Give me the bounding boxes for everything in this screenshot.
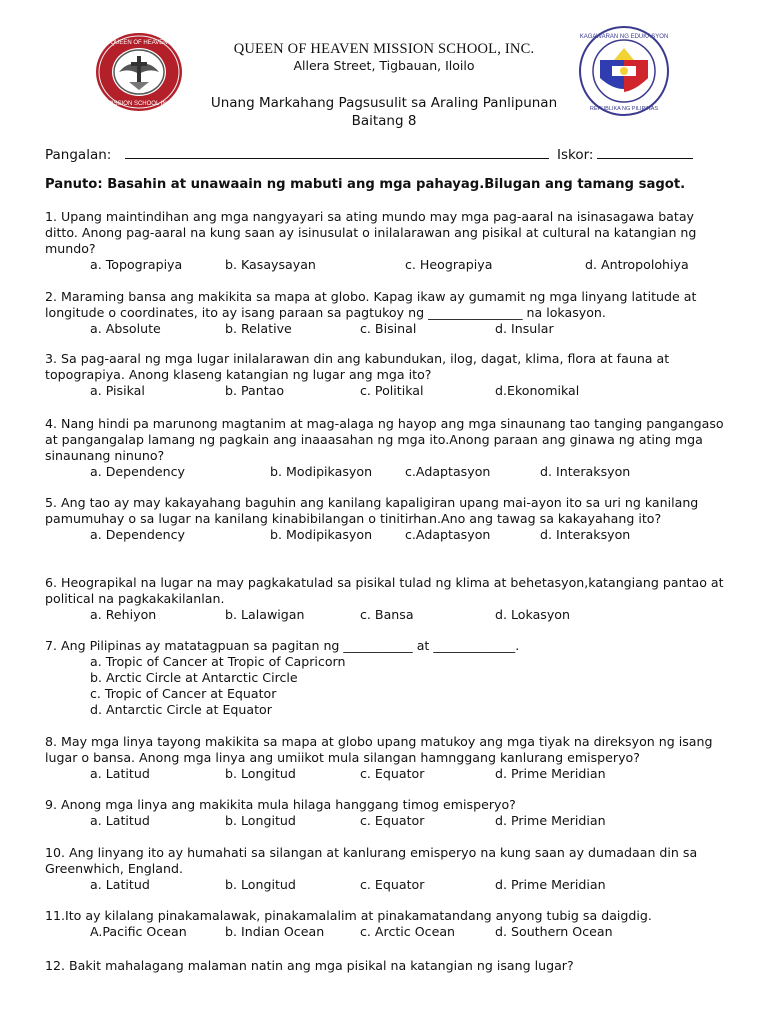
answer-choice[interactable]: b. Modipikasyon: [270, 527, 373, 542]
instructions: Panuto: Basahin at unawaain ng mabuti ang mga pahayag.Bilugan ang tamang sagot.: [45, 177, 686, 192]
answer-choice[interactable]: d. Lokasyon: [495, 607, 570, 622]
answer-choices-row: [45, 527, 725, 543]
answer-choice[interactable]: a. Dependency: [90, 464, 185, 479]
answer-choice[interactable]: a. Latitud: [90, 813, 150, 828]
name-blank-field[interactable]: [125, 146, 549, 159]
answer-choice[interactable]: d. Prime Meridian: [495, 766, 606, 781]
question-10: [45, 845, 725, 893]
answer-choice[interactable]: a. Dependency: [90, 527, 185, 542]
answer-choice[interactable]: c. Tropic of Cancer at Equator: [90, 686, 277, 701]
question-7: [45, 638, 725, 718]
answer-choices-row: [45, 257, 725, 273]
name-label: Pangalan:: [45, 147, 112, 163]
answer-choice[interactable]: b. Modipikasyon: [270, 464, 373, 479]
school-address: Allera Street, Tigbauan, Iloilo: [293, 58, 475, 73]
answer-choice[interactable]: b. Longitud: [225, 877, 296, 892]
answer-choices-row: [45, 877, 725, 893]
question-text: 4. Nang hindi pa marunong magtanim at mag-alaga ng hayop ang mga sinaunang tao tanging pangangaso at pangangalap lamang ng pagkain ang inaaasahan ng mga ito.Anong paraan ang ginawa ng ating mga sinaunang ninuno?: [45, 416, 724, 463]
answer-choices-row: [45, 383, 725, 399]
question-5: [45, 495, 725, 543]
exam-title: Unang Markahang Pagsusulit sa Araling Panlipunan: [210, 95, 558, 111]
answer-choice[interactable]: c. Bansa: [360, 607, 414, 622]
answer-choice[interactable]: c.Adaptasyon: [405, 464, 491, 479]
answer-choices-row: [45, 464, 725, 480]
answer-choice[interactable]: a. Topograpiya: [90, 257, 183, 272]
answer-choice[interactable]: c. Heograpiya: [405, 257, 493, 272]
question-12: [45, 958, 725, 974]
answer-choice[interactable]: a. Rehiyon: [90, 607, 157, 622]
answer-choice[interactable]: b. Kasaysayan: [225, 257, 316, 272]
answer-choice[interactable]: b. Indian Ocean: [225, 924, 325, 939]
question-4: [45, 416, 725, 480]
answer-choices-row: [45, 766, 725, 782]
question-text: 3. Sa pag-aaral ng mga lugar inilalarawan din ang kabundukan, ilog, dagat, klima, flora at fauna at topograpiya. Anong klaseng katangian ng lugar ang mga ito?: [45, 351, 670, 382]
answer-choice[interactable]: c. Bisinal: [360, 321, 417, 336]
answer-choice[interactable]: a. Tropic of Cancer at Tropic of Capricorn: [90, 654, 346, 669]
question-9: [45, 797, 725, 829]
question-text: 6. Heograpikal na lugar na may pagkakatulad sa pisikal tulad ng klima at behetasyon,katangiang pantao at political na pagkakakilanlan.: [45, 575, 724, 606]
answer-choice[interactable]: b. Lalawigan: [225, 607, 305, 622]
answer-choice[interactable]: d. Antarctic Circle at Equator: [90, 702, 272, 717]
question-3: [45, 351, 725, 399]
question-text: 1. Upang maintindihan ang mga nangyayari sa ating mundo may mga pag-aaral na isinasagawa batay ditto. Anong pag-aaral na kung saan ay isinusulat o inilalarawan ang pisikal at cultural na katangian ng mundo?: [45, 209, 697, 256]
answer-choices-row: [45, 813, 725, 829]
answer-choice[interactable]: b. Relative: [225, 321, 292, 336]
question-text: 12. Bakit mahalagang malaman natin ang mga pisikal na katangian ng isang lugar?: [45, 958, 574, 973]
question-2: [45, 289, 725, 337]
answer-choice[interactable]: d. Prime Meridian: [495, 877, 606, 892]
answer-choice[interactable]: a. Pisikal: [90, 383, 145, 398]
student-info-line: [45, 146, 693, 163]
answer-choice[interactable]: d. Southern Ocean: [495, 924, 613, 939]
answer-choice[interactable]: d. Interaksyon: [540, 527, 631, 542]
answer-choice[interactable]: b. Arctic Circle at Antarctic Circle: [90, 670, 298, 685]
answer-choice[interactable]: c. Equator: [360, 877, 425, 892]
question-text: 8. May mga linya tayong makikita sa mapa at globo upang matukoy ang mga tiyak na direksyon ng isang lugar o bansa. Anong mga linya ang umiikot mula silangan hamnggang kanlurang emisperyo?: [45, 734, 713, 765]
answer-choice[interactable]: d. Interaksyon: [540, 464, 631, 479]
score-blank-field[interactable]: [597, 146, 693, 159]
answer-choice[interactable]: a. Latitud: [90, 766, 150, 781]
answer-choice[interactable]: d. Prime Meridian: [495, 813, 606, 828]
answer-choice[interactable]: a. Absolute: [90, 321, 161, 336]
question-text: 2. Maraming bansa ang makikita sa mapa at globo. Kapag ikaw ay gumamit ng mga linyang latitude at longitude o coordinates, ito ay isang paraan sa pagtukoy ng _______________ na lokasyon.: [45, 289, 697, 320]
answer-choice[interactable]: c. Politikal: [360, 383, 424, 398]
answer-choice[interactable]: c. Arctic Ocean: [360, 924, 456, 939]
question-text: 7. Ang Pilipinas ay matatagpuan sa pagitan ng ___________ at _____________.: [45, 638, 520, 653]
svg-text:KAGAWARAN NG EDUKASYON: KAGAWARAN NG EDUKASYON: [579, 34, 669, 40]
answer-choice[interactable]: A.Pacific Ocean: [90, 924, 187, 939]
answer-choice[interactable]: c.Adaptasyon: [405, 527, 491, 542]
question-11: [45, 908, 725, 940]
answer-choice[interactable]: b. Longitud: [225, 813, 296, 828]
answer-choice[interactable]: b. Longitud: [225, 766, 296, 781]
answer-choices-row: [45, 321, 725, 337]
answer-choice[interactable]: d. Insular: [495, 321, 554, 336]
answer-choice[interactable]: d.Ekonomikal: [495, 383, 580, 398]
answer-choice[interactable]: a. Latitud: [90, 877, 150, 892]
svg-text:QUEEN OF HEAVEN: QUEEN OF HEAVEN: [110, 40, 168, 46]
question-text: 10. Ang linyang ito ay humahati sa silangan at kanlurang emisperyo na kung saan ay dumadaan din sa Greenwhich, England.: [45, 845, 698, 876]
grade-level: Baitang 8: [351, 113, 417, 129]
question-6: [45, 575, 725, 623]
question-8: [45, 734, 725, 782]
answer-choices-row: [45, 607, 725, 623]
answer-choices-row: [45, 924, 725, 940]
question-text: 5. Ang tao ay may kakayahang baguhin ang kanilang kapaligiran upang mai-ayon ito sa uri ng kanilang pamumuhay o sa lugar na kanilang kinabibilangan o tinitirhan.Ano ang tawag sa kakayahang ito?: [45, 495, 699, 526]
school-name: QUEEN OF HEAVEN MISSION SCHOOL, INC.: [233, 41, 535, 57]
answer-choice[interactable]: d. Antropolohiya: [585, 257, 689, 272]
answer-choice[interactable]: c. Equator: [360, 766, 425, 781]
question-text: 11.Ito ay kilalang pinakamalawak, pinakamalalim at pinakamatandang anyong tubig sa daigdig.: [45, 908, 652, 923]
score-label: Iskor:: [557, 147, 594, 163]
question-text: 9. Anong mga linya ang makikita mula hilaga hanggang timog emisperyo?: [45, 797, 516, 812]
answer-choice[interactable]: c. Equator: [360, 813, 425, 828]
svg-text:MISSION SCHOOL INC: MISSION SCHOOL INC: [106, 101, 172, 107]
svg-text:REPUBLIKA NG PILIPINAS: REPUBLIKA NG PILIPINAS: [589, 106, 659, 112]
question-1: [45, 209, 725, 273]
answer-choice[interactable]: b. Pantao: [225, 383, 285, 398]
